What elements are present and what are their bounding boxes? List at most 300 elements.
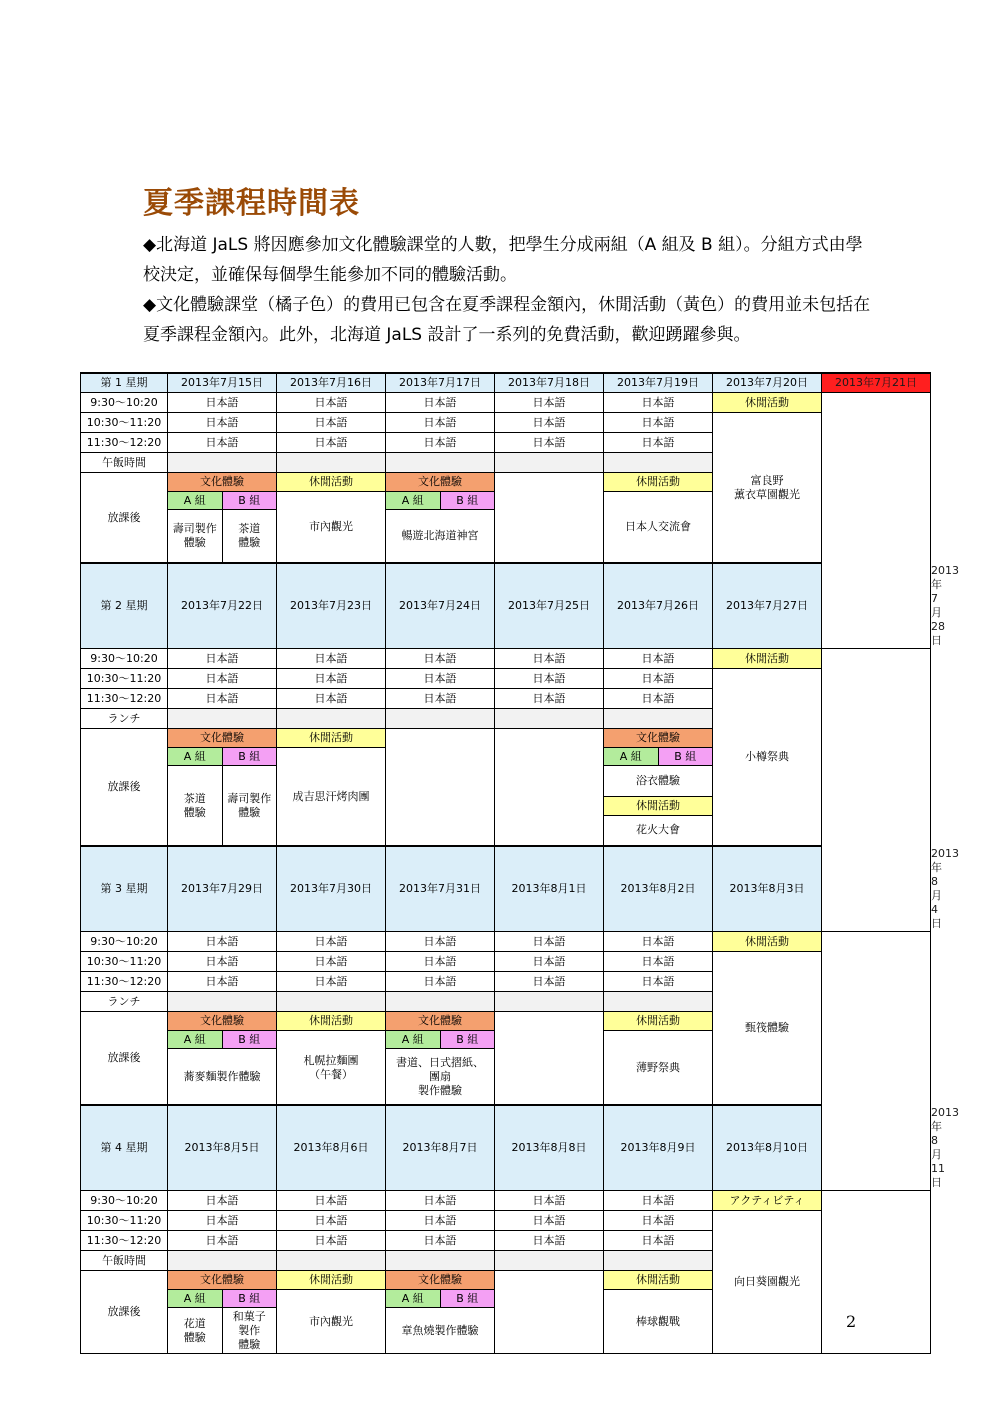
lesson-cell [386, 1231, 495, 1251]
culture-activity: 章魚燒製作體驗 [401, 1323, 479, 1337]
leisure-activity: 棒球觀戰 [636, 1314, 680, 1328]
thursday-activity [495, 1271, 604, 1354]
lunch-label [81, 992, 168, 1012]
lesson-cell [604, 413, 713, 433]
lesson-label: 日本語 [532, 691, 566, 705]
time-label: 10:30～11:20 [86, 415, 162, 429]
page-number: 2 [846, 1312, 857, 1331]
week-label [81, 563, 168, 649]
lesson-cell [495, 689, 604, 709]
time-label: 11:30～12:20 [86, 435, 162, 449]
sunday-cell [822, 932, 931, 1191]
group-b: B 組 [456, 494, 479, 507]
lesson-label: 日本語 [423, 671, 457, 685]
intro-paragraph-2: ◆文化體驗課堂（橘子色）的費用已包含在夏季課程金額內，休閒活動（黃色）的費用並未包括在夏季課程金額內。此外，北海道 JaLS 設計了一系列的免費活動，歡迎踴躍參與。 [143, 295, 871, 345]
lunch-text: ランチ [107, 711, 141, 725]
culture-header: 文化體驗 [418, 1014, 462, 1027]
lunch-cell [277, 453, 386, 473]
lesson-label: 日本語 [532, 435, 566, 449]
date-label: 2013年8月4日 [931, 847, 959, 930]
lunch-cell [604, 1251, 713, 1271]
week-name: 第 2 星期 [100, 599, 148, 612]
lesson-label: 日本語 [641, 974, 675, 988]
lesson-label: 日本語 [423, 1213, 457, 1227]
lesson-label: 日本語 [532, 671, 566, 685]
lesson-cell [495, 393, 604, 413]
date-cell [604, 1105, 713, 1191]
saturday-activity-text: 向日葵園觀光 [734, 1275, 800, 1288]
week-label [81, 846, 168, 932]
lesson-label: 日本語 [641, 395, 675, 409]
lesson-cell [168, 669, 277, 689]
lesson-cell [168, 952, 277, 972]
leisure-header: 休閒活動 [636, 475, 680, 488]
lesson-cell [277, 669, 386, 689]
leisure-header: 休閒活動 [309, 475, 353, 488]
lesson-cell [277, 1231, 386, 1251]
saturday-activity [713, 669, 822, 847]
group-b-activity: 和菓子 製作 體驗 [232, 1309, 266, 1351]
lesson-label: 日本語 [205, 651, 239, 665]
lesson-label: 日本語 [314, 651, 348, 665]
lesson-cell [604, 952, 713, 972]
date-cell [604, 373, 713, 393]
schedule-table [80, 372, 959, 1354]
lesson-cell [495, 669, 604, 689]
lesson-row [81, 952, 931, 972]
lesson-label: 日本語 [641, 1193, 675, 1207]
date-label: 2013年7月16日 [290, 376, 372, 389]
group-b: B 組 [238, 750, 261, 763]
lesson-label: 日本語 [423, 435, 457, 449]
leisure-header: 休閒活動 [309, 1273, 353, 1286]
date-label: 2013年7月28日 [931, 564, 959, 647]
lesson-label: 日本語 [641, 1233, 675, 1247]
week-header-row [81, 846, 931, 932]
group-a-activity: 壽司製作 體驗 [172, 522, 217, 549]
group-b: B 組 [456, 1033, 479, 1046]
saturday-header [713, 1191, 822, 1211]
lesson-cell [277, 932, 386, 952]
leisure-header: 休閒活動 [309, 1014, 353, 1027]
leisure-activity: 市內觀光 [309, 1314, 353, 1328]
lesson-label: 日本語 [532, 415, 566, 429]
time-slot [81, 972, 168, 992]
date-cell [604, 563, 713, 649]
saturday-activity-header: 休閒活動 [745, 395, 789, 409]
saturday-activity-text: 小樽祭典 [745, 750, 789, 763]
lesson-cell [604, 932, 713, 952]
time-slot [81, 689, 168, 709]
lunch-cell [168, 709, 277, 729]
date-label: 2013年8月11日 [931, 1106, 959, 1189]
after-school-text: 放課後 [107, 780, 141, 793]
lesson-label: 日本語 [205, 395, 239, 409]
lesson-cell [168, 689, 277, 709]
after-school-text: 放課後 [107, 510, 141, 524]
lesson-label: 日本語 [423, 1233, 457, 1247]
date-cell [713, 1105, 822, 1191]
lesson-cell [277, 393, 386, 413]
date-label: 2013年7月29日 [181, 882, 263, 895]
tuesday-activity [277, 729, 386, 847]
date-cell [822, 373, 931, 393]
time-label: 9:30～10:20 [90, 934, 158, 948]
lesson-label: 日本語 [423, 1193, 457, 1207]
lesson-label: 日本語 [205, 974, 239, 988]
after-school-label [81, 729, 168, 847]
time-label: 11:30～12:20 [86, 1233, 162, 1247]
group-a: A 組 [401, 494, 424, 507]
date-label: 2013年8月10日 [726, 1141, 808, 1154]
lesson-cell [277, 1191, 386, 1211]
lesson-label: 日本語 [314, 1213, 348, 1227]
date-cell [713, 846, 822, 932]
group-a: A 組 [183, 1033, 206, 1046]
lesson-cell [277, 413, 386, 433]
date-label: 2013年8月5日 [184, 1141, 260, 1154]
week-name: 第 4 星期 [100, 1141, 148, 1154]
lesson-cell [277, 689, 386, 709]
lesson-cell [495, 972, 604, 992]
lesson-cell [168, 1191, 277, 1211]
lesson-cell [277, 952, 386, 972]
time-slot [81, 1211, 168, 1231]
date-cell [277, 1105, 386, 1191]
lesson-cell [495, 1191, 604, 1211]
culture-header: 文化體驗 [200, 1273, 244, 1286]
time-slot [81, 1191, 168, 1211]
group-b: B 組 [238, 1033, 261, 1046]
date-cell [495, 846, 604, 932]
lesson-cell [495, 649, 604, 669]
lesson-label: 日本語 [423, 974, 457, 988]
leisure-header: 休閒活動 [309, 731, 353, 744]
lesson-label: 日本語 [205, 1233, 239, 1247]
culture-header: 文化體驗 [418, 1273, 462, 1286]
friday-activity [604, 473, 713, 564]
lesson-cell [386, 689, 495, 709]
group-b: B 組 [238, 494, 261, 507]
monday-activity [168, 473, 277, 564]
thursday-activity [495, 729, 604, 847]
culture-activity: 蕎麥麵製作體驗 [183, 1069, 261, 1083]
lesson-cell [386, 952, 495, 972]
date-label: 2013年7月20日 [726, 376, 808, 389]
lesson-label: 日本語 [314, 415, 348, 429]
wednesday-activity [386, 1271, 495, 1354]
lesson-row [81, 649, 931, 669]
leisure-activity: 花火大會 [636, 823, 680, 837]
lunch-label [81, 453, 168, 473]
lesson-cell [386, 669, 495, 689]
lunch-cell [386, 992, 495, 1012]
lesson-cell [168, 1211, 277, 1231]
lesson-label: 日本語 [532, 1213, 566, 1227]
time-label: 10:30～11:20 [86, 1213, 162, 1227]
date-cell [168, 846, 277, 932]
date-cell [386, 1105, 495, 1191]
lesson-cell [168, 972, 277, 992]
lesson-label: 日本語 [314, 691, 348, 705]
date-cell [495, 1105, 604, 1191]
lunch-text: 午飯時間 [102, 455, 146, 469]
lesson-cell [604, 433, 713, 453]
time-label: 9:30～10:20 [90, 395, 158, 409]
lesson-cell [277, 972, 386, 992]
lunch-cell [495, 992, 604, 1012]
after-school-text: 放課後 [107, 1305, 141, 1318]
intro-paragraph-1: ◆北海道 JaLS 將因應參加文化體驗課堂的人數，把學生分成兩組（A 組及 B 組）。分組方式由學校決定，並確保每個學生能參加不同的體驗活動。 [143, 235, 863, 285]
lesson-cell [168, 649, 277, 669]
date-label: 2013年7月27日 [726, 599, 808, 612]
lesson-label: 日本語 [641, 651, 675, 665]
saturday-activity-text: 甄筏體驗 [745, 1021, 789, 1034]
lesson-label: 日本語 [423, 691, 457, 705]
lesson-cell [495, 1231, 604, 1251]
lesson-label: 日本語 [205, 954, 239, 968]
date-label: 2013年8月7日 [402, 1141, 478, 1154]
lesson-cell [277, 649, 386, 669]
lunch-cell [168, 453, 277, 473]
culture-header: 文化體驗 [200, 731, 244, 744]
lunch-cell [386, 453, 495, 473]
date-cell [277, 373, 386, 393]
group-b: B 組 [238, 1292, 261, 1305]
lesson-row [81, 393, 931, 413]
lesson-label: 日本語 [314, 671, 348, 685]
lesson-label: 日本語 [205, 435, 239, 449]
lesson-label: 日本語 [532, 395, 566, 409]
lesson-label: 日本語 [532, 974, 566, 988]
time-slot [81, 649, 168, 669]
lesson-cell [604, 1231, 713, 1251]
lesson-cell [386, 972, 495, 992]
date-label: 2013年7月31日 [399, 882, 481, 895]
wednesday-activity [386, 729, 495, 847]
thursday-activity [495, 473, 604, 564]
lesson-cell [604, 689, 713, 709]
time-slot [81, 393, 168, 413]
time-slot [81, 932, 168, 952]
lesson-cell [386, 932, 495, 952]
lesson-label: 日本語 [314, 435, 348, 449]
time-slot [81, 433, 168, 453]
thursday-activity [495, 1012, 604, 1106]
week-header-row [81, 373, 931, 393]
saturday-activity [713, 1211, 822, 1354]
lunch-text: 午飯時間 [102, 1253, 146, 1267]
lesson-cell [495, 932, 604, 952]
lesson-label: 日本語 [641, 435, 675, 449]
lesson-cell [168, 1231, 277, 1251]
lesson-cell [277, 1211, 386, 1231]
date-label: 2013年7月15日 [181, 376, 263, 389]
lesson-label: 日本語 [205, 415, 239, 429]
lesson-label: 日本語 [314, 954, 348, 968]
lesson-row [81, 669, 931, 689]
date-label: 2013年8月1日 [511, 882, 587, 895]
lesson-label: 日本語 [641, 671, 675, 685]
week-header-row [81, 1105, 931, 1191]
lesson-cell [495, 413, 604, 433]
lesson-cell [495, 952, 604, 972]
lunch-cell [277, 709, 386, 729]
lesson-label: 日本語 [532, 651, 566, 665]
lunch-label [81, 709, 168, 729]
date-cell [168, 373, 277, 393]
culture-header: 文化體驗 [418, 475, 462, 488]
leisure-activity: 薄野祭典 [636, 1060, 680, 1074]
date-label: 2013年8月2日 [620, 882, 696, 895]
page-title: 夏季課程時間表 [143, 186, 360, 221]
lesson-cell [386, 1211, 495, 1231]
after-school-label [81, 1271, 168, 1354]
date-cell [495, 563, 604, 649]
leisure-header: 休閒活動 [636, 1273, 680, 1286]
leisure-header: 休閒活動 [636, 1014, 680, 1027]
time-slot [81, 413, 168, 433]
date-label: 2013年7月26日 [617, 599, 699, 612]
friday-activity [604, 729, 713, 847]
lesson-cell [604, 1191, 713, 1211]
group-a: A 組 [619, 750, 642, 763]
leisure-activity: 市內觀光 [309, 520, 353, 533]
lesson-label: 日本語 [532, 934, 566, 948]
group-a: A 組 [183, 494, 206, 507]
lesson-label: 日本語 [314, 974, 348, 988]
date-label: 2013年8月3日 [729, 882, 805, 895]
monday-activity [168, 1012, 277, 1106]
lunch-text: ランチ [107, 994, 141, 1008]
lunch-cell [604, 453, 713, 473]
time-label: 10:30～11:20 [86, 671, 162, 685]
week-name: 第 1 星期 [100, 376, 148, 389]
wednesday-activity [386, 1012, 495, 1106]
after-school-label [81, 1012, 168, 1106]
saturday-header [713, 932, 822, 952]
lesson-cell [168, 433, 277, 453]
leisure-activity: 成吉思汗烤肉團 [292, 789, 370, 803]
date-cell [277, 563, 386, 649]
group-b: B 組 [674, 750, 697, 763]
friday-activity [604, 1271, 713, 1354]
lesson-cell [386, 649, 495, 669]
date-label: 2013年7月30日 [290, 882, 372, 895]
leisure-activity: 日本人交流會 [625, 520, 691, 533]
lesson-label: 日本語 [641, 1213, 675, 1227]
week-name: 第 3 星期 [100, 882, 148, 895]
friday-activity [604, 1012, 713, 1106]
date-cell [277, 846, 386, 932]
culture-activity: 暢遊北海道神宮 [401, 529, 479, 542]
lesson-label: 日本語 [205, 1213, 239, 1227]
saturday-activity-text: 富良野 薰衣草園觀光 [734, 473, 800, 501]
culture-activity: 書道、日式摺紙、 團扇 製作體驗 [396, 1055, 484, 1097]
lesson-row [81, 932, 931, 952]
date-cell [386, 563, 495, 649]
date-cell [713, 373, 822, 393]
lesson-label: 日本語 [314, 1193, 348, 1207]
culture-header: 文化體驗 [200, 475, 244, 488]
week-label [81, 1105, 168, 1191]
date-cell [386, 373, 495, 393]
group-b: B 組 [456, 1292, 479, 1305]
sunday-cell [822, 1191, 931, 1354]
lunch-cell [277, 1251, 386, 1271]
date-label: 2013年7月17日 [399, 376, 481, 389]
saturday-activity [713, 952, 822, 1106]
lesson-label: 日本語 [314, 934, 348, 948]
lesson-cell [277, 433, 386, 453]
saturday-activity-header: 休閒活動 [745, 934, 789, 948]
date-cell [604, 846, 713, 932]
group-a: A 組 [401, 1033, 424, 1046]
lesson-label: 日本語 [423, 395, 457, 409]
monday-activity [168, 729, 277, 847]
after-school-text: 放課後 [107, 1051, 141, 1064]
lesson-cell [386, 393, 495, 413]
group-a: A 組 [183, 1292, 206, 1305]
date-label: 2013年7月19日 [617, 376, 699, 389]
lunch-cell [386, 709, 495, 729]
monday-activity [168, 1271, 277, 1354]
lesson-label: 日本語 [423, 934, 457, 948]
date-cell [168, 1105, 277, 1191]
time-slot [81, 669, 168, 689]
date-label: 2013年7月22日 [181, 599, 263, 612]
lesson-cell [386, 413, 495, 433]
date-cell [495, 373, 604, 393]
date-cell [168, 563, 277, 649]
culture-header: 文化體驗 [200, 1014, 244, 1027]
date-label: 2013年7月23日 [290, 599, 372, 612]
group-b-activity: 茶道 體驗 [238, 522, 261, 549]
lesson-label: 日本語 [423, 651, 457, 665]
lesson-label: 日本語 [205, 691, 239, 705]
date-cell [386, 846, 495, 932]
lesson-cell [386, 433, 495, 453]
lesson-cell [604, 649, 713, 669]
lesson-row [81, 1211, 931, 1231]
tuesday-activity [277, 1012, 386, 1106]
date-label: 2013年7月25日 [508, 599, 590, 612]
lunch-cell [277, 992, 386, 1012]
lesson-label: 日本語 [314, 1233, 348, 1247]
lunch-cell [604, 709, 713, 729]
intro-text [143, 230, 873, 350]
date-label: 2013年8月8日 [511, 1141, 587, 1154]
sunday-cell [822, 393, 931, 649]
lesson-label: 日本語 [641, 691, 675, 705]
date-label: 2013年7月18日 [508, 376, 590, 389]
lunch-label [81, 1251, 168, 1271]
group-a-activity: 茶道 體驗 [183, 791, 206, 819]
lunch-cell [495, 453, 604, 473]
culture-activity: 浴衣體驗 [636, 773, 680, 787]
lesson-label: 日本語 [641, 415, 675, 429]
time-label: 10:30～11:20 [86, 954, 162, 968]
lesson-cell [168, 413, 277, 433]
date-label: 2013年8月9日 [620, 1141, 696, 1154]
lunch-cell [168, 1251, 277, 1271]
lunch-cell [168, 992, 277, 1012]
time-slot [81, 952, 168, 972]
after-school-label [81, 473, 168, 564]
lesson-label: 日本語 [641, 934, 675, 948]
date-label: 2013年7月21日 [835, 376, 917, 389]
group-a: A 組 [401, 1292, 424, 1305]
